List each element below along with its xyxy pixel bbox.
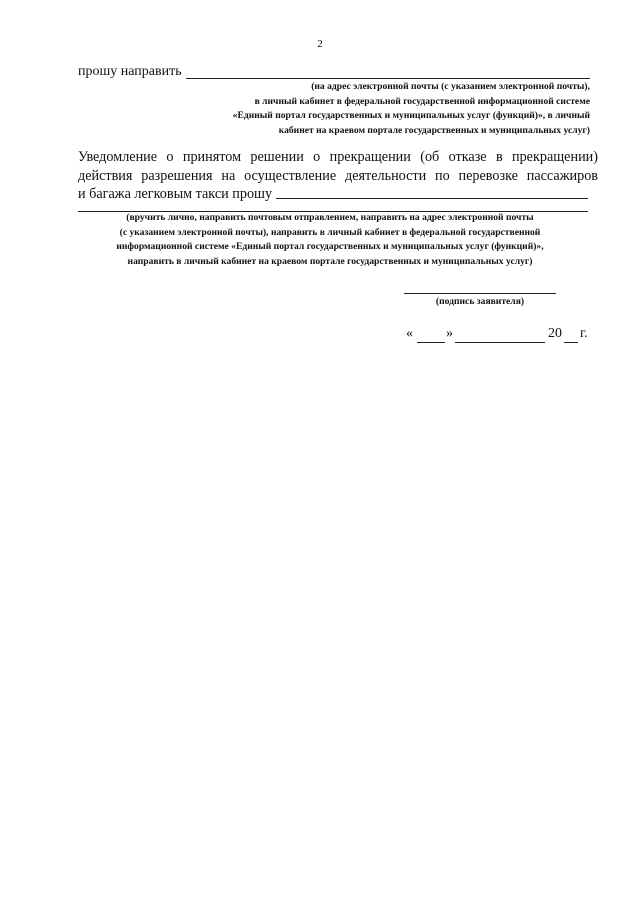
year-prefix: 20 (548, 326, 562, 341)
note-line: (вручить лично, направить почтовым отправлением, направить на адрес электронной почты (126, 212, 534, 223)
note-line: кабинет на краевом портале государственных и муниципальных услуг) (278, 124, 590, 136)
notification-paragraph (78, 148, 598, 204)
date-close-quote: » (446, 326, 453, 341)
paragraph-line: действия разрешения на осуществление деятельности по перевозке пассажиров (78, 167, 598, 184)
page-number: 2 (317, 38, 323, 50)
note-line: направить в личный кабинет на краевом портале государственных и муниципальных услуг) (127, 255, 533, 267)
note-line: (на адрес электронной почты (с указанием электронной почты), (311, 81, 590, 92)
month-underline (455, 342, 545, 343)
note-line: в личный кабинет в федеральной государственной информационной системе (254, 95, 590, 107)
request-underline (186, 78, 590, 79)
signature-caption: (подпись заявителя) (435, 296, 525, 307)
signature-line (404, 293, 556, 294)
request-label: прошу направить (78, 64, 182, 79)
note-line: «Единый портал государственных и муниципальных услуг (функций)», в личный (232, 110, 590, 121)
paragraph-line: и багажа легковым такси прошу (78, 186, 273, 202)
request-delivery-note (190, 80, 590, 138)
year-underline (564, 342, 578, 343)
notification-underline-1 (276, 198, 588, 199)
paragraph-line: Уведомление о принятом решении о прекращении (об отказе в прекращении) (78, 149, 598, 165)
note-line: (с указанием электронной почты), направить в личный кабинет в федеральной государственной (119, 226, 541, 238)
date-open-quote: « (406, 326, 413, 341)
note-line: информационной системе «Единый портал государственных и муниципальных услуг (функций)», (116, 241, 544, 252)
year-suffix: г. (580, 326, 588, 341)
notification-delivery-note (90, 211, 570, 269)
day-underline (417, 342, 445, 343)
